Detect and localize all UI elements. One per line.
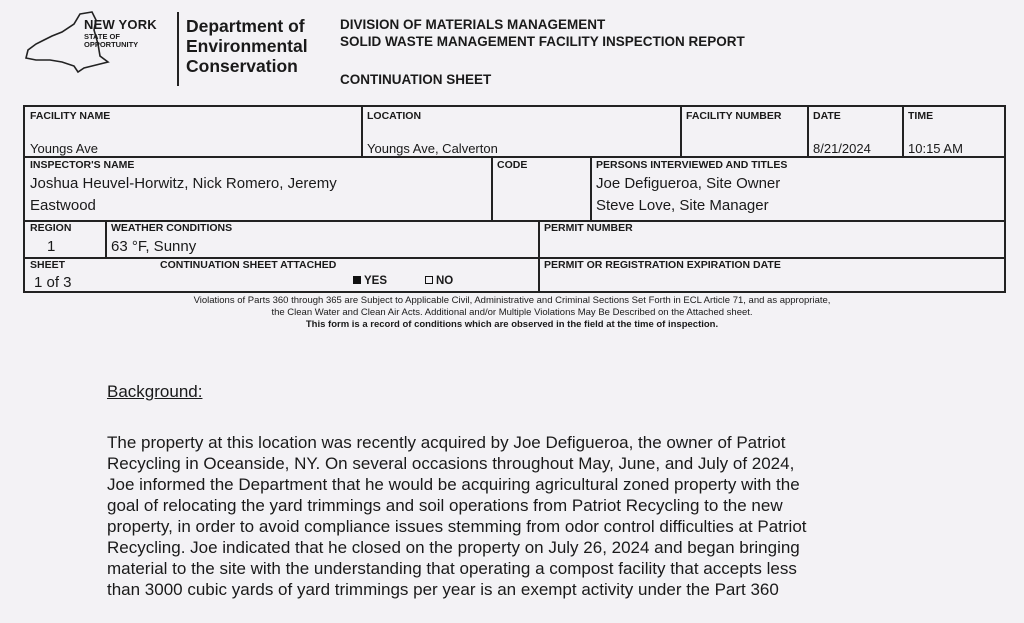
state-tagline-1: STATE OF xyxy=(84,32,120,41)
facility-name-value: Youngs Ave xyxy=(30,141,98,156)
attached-label: CONTINUATION SHEET ATTACHED xyxy=(160,259,337,271)
sheet-label: SHEET xyxy=(30,259,66,271)
time-value: 10:15 AM xyxy=(908,141,963,156)
paragraph-line: than 3000 cubic yards of yard trimmings per year is an exempt activity under the Part 360 xyxy=(107,580,779,599)
person-interviewed-2: Steve Love, Site Manager xyxy=(596,197,769,214)
paragraph-line: goal of relocating the yard trimmings and soil operations from Patriot Recycling to the new xyxy=(107,496,783,515)
state-wordmark xyxy=(84,18,157,49)
paragraph-line: Recycling. Joe indicated that he closed on the property on July 26, 2024 and began bringing xyxy=(107,538,800,557)
expiration-date-label: PERMIT OR REGISTRATION EXPIRATION DATE xyxy=(544,259,781,271)
department-name: Department of Environmental Conservation xyxy=(186,16,308,76)
region-label: REGION xyxy=(30,222,72,234)
continuation-title: CONTINUATION SHEET xyxy=(340,72,492,87)
permit-number-label: PERMIT NUMBER xyxy=(544,222,633,234)
no-option: NO xyxy=(425,275,453,287)
facility-number-label: FACILITY NUMBER xyxy=(686,110,782,122)
violations-notice: Violations of Parts 360 through 365 are Subject to Applicable Civil, Administrative and Criminal Sections Set Forth in ECL Article 71, and as appropriate, the Clean Water and Clean Air Acts. Additional and/or Multiple Violations May Be Described on the Attached sheet. This form is a record of conditions which are observed in the field at the time of inspection. xyxy=(193,295,831,330)
inspector-value-line2: Eastwood xyxy=(30,197,96,214)
region-value: 1 xyxy=(47,238,56,255)
header-divider xyxy=(177,12,179,86)
paragraph-line: Recycling in Oceanside, NY. On several occasions throughout May, June, and July of 2024, xyxy=(107,454,795,473)
weather-value: 63 °F, Sunny xyxy=(111,238,197,255)
paragraph-line: property, in order to avoid compliance issues stemming from odor control difficulties at Patriot xyxy=(107,517,807,536)
state-name: NEW YORK xyxy=(84,17,157,32)
inspection-form-table xyxy=(23,105,1006,293)
date-label: DATE xyxy=(813,110,841,122)
code-label: CODE xyxy=(497,159,528,171)
inspector-label: INSPECTOR'S NAME xyxy=(30,159,135,171)
paragraph-line: material to the site with the understanding that operating a compost facility that accepts less xyxy=(107,559,797,578)
persons-label: PERSONS INTERVIEWED AND TITLES xyxy=(596,159,788,171)
checked-box-icon xyxy=(353,276,361,284)
sheet-value: 1 of 3 xyxy=(34,274,72,291)
paragraph-line: Joe informed the Department that he would be acquiring agricultural zoned property with the xyxy=(107,475,800,494)
division-title: DIVISION OF MATERIALS MANAGEMENT xyxy=(340,17,606,32)
inspector-value-line1: Joshua Heuvel-Horwitz, Nick Romero, Jeremy xyxy=(30,175,337,192)
location-label: LOCATION xyxy=(367,110,422,122)
paragraph-line: The property at this location was recently acquired by Joe Defigueroa, the owner of Patriot xyxy=(107,433,786,452)
time-label: TIME xyxy=(908,110,934,122)
unchecked-box-icon xyxy=(425,276,433,284)
person-interviewed-1: Joe Defigueroa, Site Owner xyxy=(596,175,781,192)
weather-label: WEATHER CONDITIONS xyxy=(111,222,233,234)
yes-option: YES xyxy=(353,275,387,287)
facility-name-label: FACILITY NAME xyxy=(30,110,111,122)
report-titles xyxy=(340,16,745,50)
report-header xyxy=(0,0,1024,100)
report-title: SOLID WASTE MANAGEMENT FACILITY INSPECTION REPORT xyxy=(340,34,745,49)
location-value: Youngs Ave, Calverton xyxy=(367,141,498,156)
background-paragraph xyxy=(107,432,997,600)
background-heading: Background: xyxy=(107,382,203,401)
date-value: 8/21/2024 xyxy=(813,141,871,156)
state-tagline-2: OPPORTUNITY xyxy=(84,40,139,49)
